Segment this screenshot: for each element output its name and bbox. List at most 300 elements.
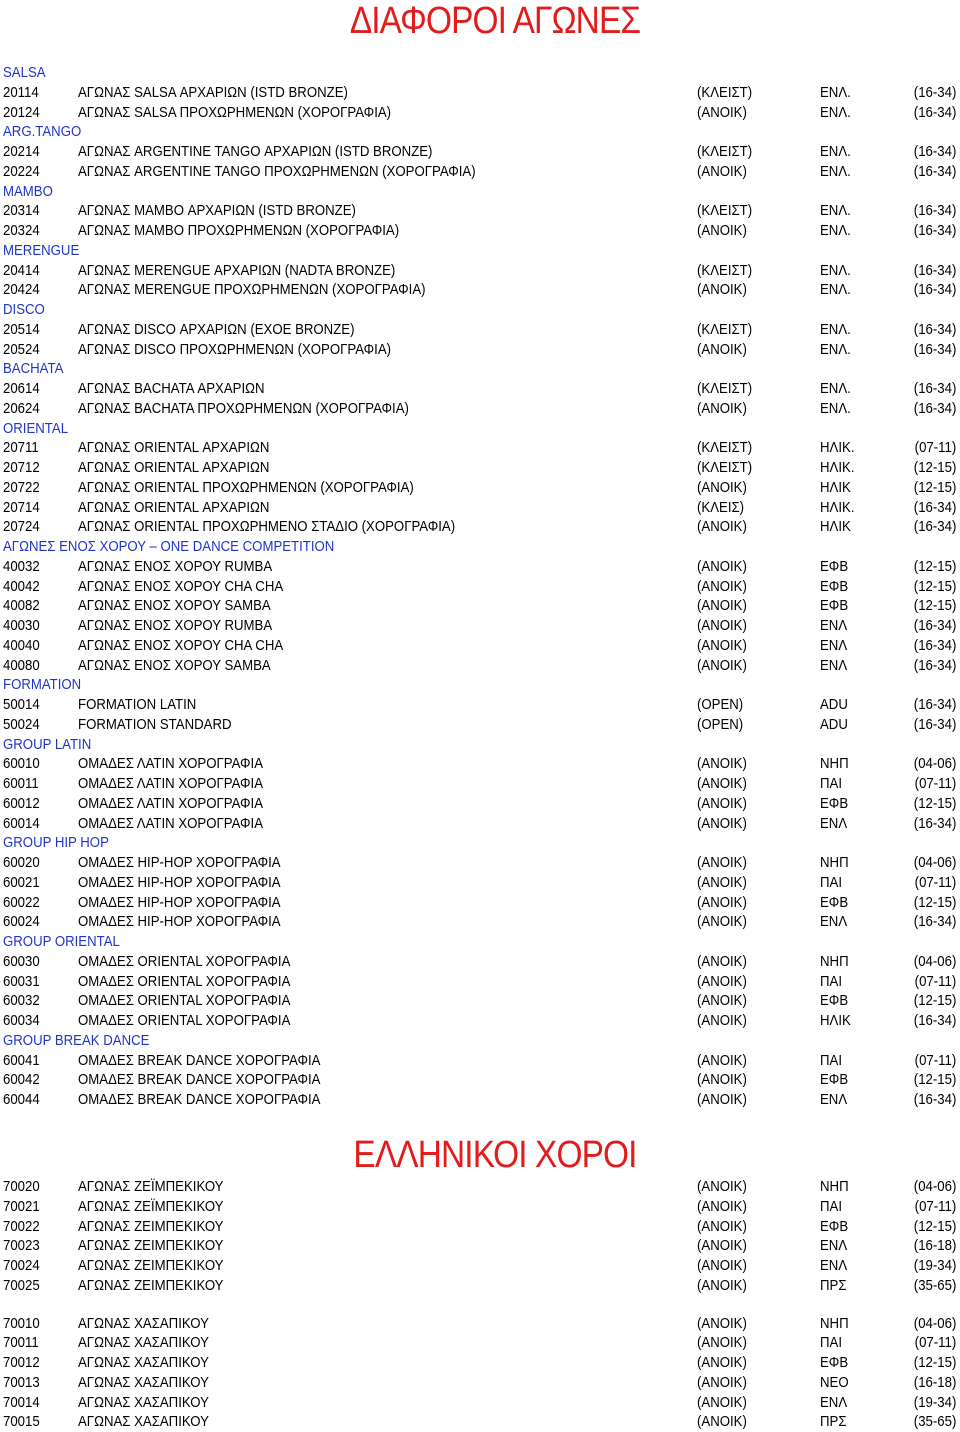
event-name: ΑΓΩΝΑΣ MAMBO ΠΡΟΧΩΡΗΜΕΝΩΝ (ΧΟΡΟΓΡΑΦΙΑ) [78,222,400,239]
section-header [0,300,960,320]
event-age-range: (16-34) [913,617,956,634]
event-category: ΠΑΙ [820,1334,843,1352]
event-age-range: (16-34) [913,518,956,536]
section-header-label: ΑΓΩΝΕΣ ΕΝΟΣ ΧΟΡΟΥ – ONE DANCE COMPETITION [3,538,335,555]
section-header [0,63,960,83]
event-age-range: (16-18) [913,1237,956,1255]
event-code: 20224 [3,162,40,180]
event-code: 70011 [3,1334,39,1352]
event-code: 20714 [3,498,40,516]
event-type: (ΑΝΟΙΚ) [697,281,747,299]
event-type: (ΚΛΕΙΣΤ) [697,143,753,160]
table-row [0,616,960,636]
event-category: ΕΦΒ [820,1071,849,1089]
event-age-range: (07-11) [914,972,956,990]
table-row [0,656,960,676]
event-category: ΕΝΛ [820,617,848,634]
event-name: ΟΜΑΔΕΣ ΛΑΤΙΝ ΧΟΡΟΓΡΑΦΙΑ [78,775,264,792]
event-code: 70015 [3,1413,40,1431]
page-title-greek: ΕΛΛΗΝΙΚΟΙ ΧΟΡΟΙ [353,1134,637,1176]
event-name: ΑΓΩΝΑΣ MERENGUE ΠΡΟΧΩΡΗΜΕΝΩΝ (ΧΟΡΟΓΡΑΦΙΑ) [78,281,426,299]
event-age-range: (12-15) [913,992,956,1010]
event-category: ΗΛΙΚ. [820,498,855,516]
event-category: ΕΝΛ. [820,143,851,160]
event-age-range: (07-11) [914,775,956,792]
event-code: 20712 [3,459,40,476]
table-row [0,458,960,478]
event-age-range: (16-34) [913,202,956,220]
event-code: 20722 [3,478,40,496]
event-name: ΑΓΩΝΑΣ BACHATA ΠΡΟΧΩΡΗΜΕΝΩΝ (ΧΟΡΟΓΡΑΦΙΑ) [78,399,409,417]
event-age-range: (12-15) [913,893,956,911]
event-category: ΕΦΒ [820,1354,849,1371]
event-type: (ΑΝΟΙΚ) [697,518,747,536]
event-category: ΗΛΙΚ [820,478,851,496]
event-age-range: (04-06) [913,1178,956,1195]
event-code: 20324 [3,222,40,239]
event-age-range: (16-34) [913,380,956,397]
event-type: (ΑΝΟΙΚ) [697,1197,747,1215]
table-row [0,774,960,794]
event-age-range: (12-15) [913,459,956,476]
event-age-range: (16-34) [913,281,956,299]
event-age-range: (16-34) [913,261,956,279]
table-row [0,952,960,972]
event-code: 60030 [3,952,40,970]
event-category: ΝΗΠ [820,952,849,970]
event-name: ΟΜΑΔΕΣ ORIENTAL ΧΟΡΟΓΡΑΦΙΑ [78,952,291,970]
event-code: 20624 [3,399,40,417]
event-code: 20711 [3,439,39,457]
event-type: (ΑΝΟΙΚ) [697,1354,747,1371]
event-name: ΑΓΩΝΑΣ ΧΑΣΑΠΙΚΟΥ [78,1314,209,1332]
table-row [0,754,960,774]
section-header-label: ARG.TANGO [3,123,82,141]
table-row [0,1070,960,1090]
table-row [0,873,960,893]
event-type: (ΑΝΟΙΚ) [697,577,747,595]
event-name: ΑΓΩΝΑΣ ΖΕΪΜΠΕΚΙΚΟΥ [78,1197,224,1215]
event-type: (ΑΝΟΙΚ) [697,755,747,773]
table-row [0,103,960,123]
table-row [0,557,960,577]
table-row [0,893,960,913]
table-row [0,1256,960,1276]
event-type: (ΑΝΟΙΚ) [697,1237,747,1255]
table-row [0,280,960,300]
event-age-range: (12-15) [913,1217,956,1235]
section-header-label: GROUP ORIENTAL [3,933,120,950]
table-row [0,577,960,597]
event-name: FORMATION LATIN [78,696,197,713]
event-type: (ΑΝΟΙΚ) [697,597,747,615]
event-code: 60044 [3,1091,40,1108]
event-name: ΑΓΩΝΑΣ ORIENTAL ΑΡΧΑΡΙΩΝ [78,459,270,476]
event-category: ΕΝΛ. [820,202,851,220]
event-type: (ΑΝΟΙΚ) [697,893,747,911]
event-type: (ΑΝΟΙΚ) [697,1314,747,1332]
table-row [0,162,960,182]
event-age-range: (16-34) [913,696,956,713]
event-type: (ΑΝΟΙΚ) [697,103,747,121]
table-row [0,1412,960,1432]
table-row [0,1197,960,1217]
table-row [0,1011,960,1031]
event-age-range: (07-11) [914,1334,956,1352]
event-type: (ΑΝΟΙΚ) [697,1413,747,1431]
event-code: 60032 [3,992,40,1010]
event-category: ADU [820,696,848,713]
event-type: (ΑΝΟΙΚ) [697,1217,747,1235]
event-code: 20314 [3,202,40,220]
event-type: (ΑΝΟΙΚ) [697,775,747,792]
table-row [0,814,960,834]
section-header-label: BACHATA [3,360,64,378]
event-code: 60022 [3,893,40,911]
section-header-label: GROUP BREAK DANCE [3,1031,150,1049]
event-category: ΕΝΛ. [820,222,851,239]
event-age-range: (16-34) [913,636,956,654]
event-category: ΕΝΛ. [820,380,851,397]
event-name: ΑΓΩΝΑΣ BACHATA ΑΡΧΑΡΙΩΝ [78,380,265,397]
event-type: (ΑΝΟΙΚ) [697,340,747,358]
event-type: (ΚΛΕΙΣ) [697,498,745,516]
event-code: 70020 [3,1178,40,1195]
event-name: ΑΓΩΝΑΣ ΕΝΟΣ ΧΟΡΟΥ CHA CHA [78,636,284,654]
table-row [0,794,960,814]
table-row [0,498,960,518]
section-header [0,359,960,379]
event-category: ΠΡΣ [820,1276,847,1294]
table-row [0,438,960,458]
event-name: ΑΓΩΝΑΣ ORIENTAL ΑΡΧΑΡΙΩΝ [78,439,270,457]
event-code: 70022 [3,1217,40,1235]
event-code: 40030 [3,617,40,634]
event-code: 60034 [3,1012,40,1029]
event-type: (ΑΝΟΙΚ) [697,913,747,931]
event-name: ΟΜΑΔΕΣ ΛΑΤΙΝ ΧΟΡΟΓΡΑΦΙΑ [78,755,264,773]
event-category: ΝΗΠ [820,1314,849,1332]
event-category: ΕΦΒ [820,794,849,812]
event-category: ΝΗΠ [820,854,849,871]
event-age-range: (16-34) [913,715,956,733]
event-code: 60021 [3,873,40,891]
event-age-range: (16-34) [913,162,956,180]
event-name: ΑΓΩΝΑΣ ΧΑΣΑΠΙΚΟΥ [78,1334,209,1352]
event-type: (ΑΝΟΙΚ) [697,873,747,891]
section-header-label: MERENGUE [3,241,80,259]
event-code: 50014 [3,696,40,713]
event-name: ΟΜΑΔΕΣ HIP-HOP ΧΟΡΟΓΡΑΦΙΑ [78,913,281,931]
event-age-range: (12-15) [913,1354,956,1371]
event-age-range: (07-11) [914,1051,956,1069]
table-row [0,478,960,498]
event-age-range: (04-06) [913,1314,956,1332]
event-name: ΑΓΩΝΑΣ ARGENTINE TANGO ΑΡΧΑΡΙΩΝ (ISTD BRONZE) [78,143,433,160]
event-name: ΟΜΑΔΕΣ ΛΑΤΙΝ ΧΟΡΟΓΡΑΦΙΑ [78,794,264,812]
event-name: ΑΓΩΝΑΣ DISCO ΠΡΟΧΩΡΗΜΕΝΩΝ (ΧΟΡΟΓΡΑΦΙΑ) [78,340,392,358]
event-name: ΑΓΩΝΑΣ SALSA ΑΡΧΑΡΙΩΝ (ISTD BRONZE) [78,83,348,101]
event-age-range: (19-34) [913,1393,956,1411]
table-row [0,83,960,103]
event-code: 70014 [3,1393,40,1411]
section-header-label: FORMATION [3,676,82,694]
event-code: 20124 [3,103,40,121]
table-row [0,399,960,419]
event-name: ΑΓΩΝΑΣ ΧΑΣΑΠΙΚΟΥ [78,1373,209,1391]
event-name: ΑΓΩΝΑΣ ΖΕΪΜΠΕΚΙΚΟΥ [78,1178,224,1195]
event-code: 70012 [3,1354,40,1371]
event-name: ΟΜΑΔΕΣ HIP-HOP ΧΟΡΟΓΡΑΦΙΑ [78,854,281,871]
table-row [0,1276,960,1296]
event-name: ΑΓΩΝΑΣ ΧΑΣΑΠΙΚΟΥ [78,1413,209,1431]
event-name: FORMATION STANDARD [78,715,232,733]
event-name: ΑΓΩΝΑΣ ΧΑΣΑΠΙΚΟΥ [78,1354,209,1371]
table-row [0,1353,960,1373]
table-row [0,320,960,340]
event-category: ΕΦΒ [820,577,849,595]
event-name: ΑΓΩΝΑΣ MERENGUE ΑΡΧΑΡΙΩΝ (NADTA BRONZE) [78,261,396,279]
table-row [0,1373,960,1393]
event-category: ΝΕΟ [820,1373,849,1391]
event-code: 70013 [3,1373,40,1391]
table-row [0,596,960,616]
event-category: ΕΝΛ. [820,340,851,358]
event-category: ΗΛΙΚ. [820,459,855,476]
event-type: (ΚΛΕΙΣΤ) [697,459,753,476]
table-row [0,1051,960,1071]
event-name: ΑΓΩΝΑΣ DISCO ΑΡΧΑΡΙΩΝ (EXOE BRONZE) [78,320,355,338]
event-type: (ΚΛΕΙΣΤ) [697,320,753,338]
event-age-range: (16-34) [913,83,956,101]
event-category: ΕΝΛ. [820,162,851,180]
event-type: (OPEN) [697,715,744,733]
event-age-range: (16-18) [913,1373,956,1391]
table-row [0,517,960,537]
event-code: 60010 [3,755,40,773]
event-name: ΟΜΑΔΕΣ ORIENTAL ΧΟΡΟΓΡΑΦΙΑ [78,1012,291,1029]
table-row [0,1217,960,1237]
section-header [0,182,960,202]
event-age-range: (16-34) [913,656,956,674]
event-code: 20724 [3,518,40,536]
event-type: (ΑΝΟΙΚ) [697,1071,747,1089]
table-row [0,1314,960,1334]
event-code: 70023 [3,1237,40,1255]
event-type: (ΚΛΕΙΣΤ) [697,83,753,101]
event-age-range: (04-06) [913,755,956,773]
event-type: (ΚΛΕΙΣΤ) [697,261,753,279]
event-name: ΑΓΩΝΑΣ MAMBO ΑΡΧΑΡΙΩΝ (ISTD BRONZE) [78,202,356,220]
table-row [0,201,960,221]
event-name: ΑΓΩΝΑΣ ΖΕΙΜΠΕΚΙΚΟΥ [78,1217,224,1235]
event-category: ΕΝΛ. [820,399,851,417]
event-code: 20514 [3,320,40,338]
event-category: ΕΝΛ [820,913,848,931]
event-age-range: (12-15) [913,794,956,812]
section-header [0,419,960,439]
event-category: ΕΝΛ. [820,103,851,121]
section-header [0,122,960,142]
event-code: 40082 [3,597,40,615]
event-name: ΑΓΩΝΑΣ ΖΕΙΜΠΕΚΙΚΟΥ [78,1237,224,1255]
event-age-range: (16-34) [913,814,956,832]
event-name: ΑΓΩΝΑΣ ΕΝΟΣ ΧΟΡΟΥ CHA CHA [78,577,284,595]
event-code: 50024 [3,715,40,733]
event-category: ΠΑΙ [820,1197,843,1215]
table-row [0,715,960,735]
event-age-range: (12-15) [913,478,956,496]
event-category: ΗΛΙΚ. [820,439,855,457]
event-code: 40042 [3,577,40,595]
event-name: ΟΜΑΔΕΣ HIP-HOP ΧΟΡΟΓΡΑΦΙΑ [78,873,281,891]
event-code: 60031 [3,972,40,990]
event-age-range: (16-34) [913,1012,956,1029]
event-age-range: (07-11) [914,1197,956,1215]
event-category: ΠΑΙ [820,873,843,891]
table-row [0,1090,960,1110]
event-category: ADU [820,715,848,733]
event-code: 20114 [3,83,39,101]
table-row [0,261,960,281]
event-category: ΠΡΣ [820,1413,847,1431]
event-age-range: (12-15) [913,577,956,595]
table-row [0,912,960,932]
table-row [0,1333,960,1353]
event-age-range: (07-11) [914,439,956,457]
event-type: (ΑΝΟΙΚ) [697,972,747,990]
event-code: 70025 [3,1276,40,1294]
event-category: ΝΗΠ [820,755,849,773]
event-name: ΑΓΩΝΑΣ ΕΝΟΣ ΧΟΡΟΥ SAMBA [78,597,271,615]
event-name: ΑΓΩΝΑΣ SALSA ΠΡΟΧΩΡΗΜΕΝΩΝ (ΧΟΡΟΓΡΑΦΙΑ) [78,103,392,121]
event-age-range: (16-34) [913,399,956,417]
event-code: 60020 [3,854,40,871]
event-code: 20214 [3,143,40,160]
event-age-range: (12-15) [913,597,956,615]
section-header-label: GROUP LATIN [3,735,92,753]
event-category: ΕΝΛ. [820,320,851,338]
event-category: ΕΝΛ [820,1257,848,1274]
table-row [0,1393,960,1413]
event-category: ΕΝΛ. [820,83,851,101]
event-code: 60024 [3,913,40,931]
event-code: 60041 [3,1051,40,1069]
event-category: ΕΦΒ [820,992,849,1010]
table-row [0,636,960,656]
event-code: 40040 [3,636,40,654]
event-age-range: (16-34) [913,913,956,931]
event-type: (ΑΝΟΙΚ) [697,952,747,970]
event-code: 60011 [3,775,39,792]
event-name: ΟΜΑΔΕΣ ΛΑΤΙΝ ΧΟΡΟΓΡΑΦΙΑ [78,814,264,832]
event-type: (ΑΝΟΙΚ) [697,1373,747,1391]
table-row [0,853,960,873]
event-type: (ΑΝΟΙΚ) [697,992,747,1010]
event-age-range: (16-34) [913,340,956,358]
event-code: 20614 [3,380,40,397]
event-type: (ΑΝΟΙΚ) [697,656,747,674]
event-name: ΑΓΩΝΑΣ ΖΕΙΜΠΕΚΙΚΟΥ [78,1257,224,1274]
section-header [0,241,960,261]
section-header-label: SALSA [3,64,46,81]
event-name: ΑΓΩΝΑΣ ORIENTAL ΠΡΟΧΩΡΗΜΕΝΩΝ (ΧΟΡΟΓΡΑΦΙΑ) [78,478,414,496]
event-code: 60014 [3,814,40,832]
event-category: ΝΗΠ [820,1178,849,1195]
event-age-range: (16-34) [913,498,956,516]
event-category: ΗΛΙΚ [820,1012,851,1029]
event-type: (ΑΝΟΙΚ) [697,1178,747,1195]
event-age-range: (35-65) [913,1276,956,1294]
event-category: ΗΛΙΚ [820,518,851,536]
event-category: ΠΑΙ [820,1051,843,1069]
event-code: 20424 [3,281,40,299]
table-row [0,142,960,162]
event-category: ΠΑΙ [820,972,843,990]
event-name: ΟΜΑΔΕΣ BREAK DANCE ΧΟΡΟΓΡΑΦΙΑ [78,1071,321,1089]
event-code: 40080 [3,656,40,674]
event-type: (ΑΝΟΙΚ) [697,1012,747,1029]
event-name: ΟΜΑΔΕΣ ORIENTAL ΧΟΡΟΓΡΑΦΙΑ [78,992,291,1010]
event-type: (ΑΝΟΙΚ) [697,636,747,654]
event-name: ΑΓΩΝΑΣ ORIENTAL ΠΡΟΧΩΡΗΜΕΝΟ ΣΤΑΔΙΟ (ΧΟΡΟΓΡΑΦΙΑ) [78,518,456,536]
event-category: ΕΝΛ [820,1393,848,1411]
event-type: (ΑΝΟΙΚ) [697,617,747,634]
table-row [0,695,960,715]
event-category: ΕΝΛ. [820,281,851,299]
event-type: (ΑΝΟΙΚ) [697,1091,747,1108]
event-type: (ΑΝΟΙΚ) [697,1051,747,1069]
event-type: (ΑΝΟΙΚ) [697,478,747,496]
event-category: ΠΑΙ [820,775,843,792]
event-type: (ΚΛΕΙΣΤ) [697,380,753,397]
section-header-label: MAMBO [3,182,53,200]
event-age-range: (16-34) [913,222,956,239]
section-header [0,675,960,695]
event-age-range: (16-34) [913,143,956,160]
event-age-range: (16-34) [913,103,956,121]
event-code: 60012 [3,794,40,812]
section-header-label: ORIENTAL [3,419,69,437]
event-name: ΑΓΩΝΑΣ ARGENTINE TANGO ΠΡΟΧΩΡΗΜΕΝΩΝ (ΧΟΡΟΓΡΑΦΙΑ) [78,162,476,180]
event-type: (ΑΝΟΙΚ) [697,854,747,871]
event-category: ΕΦΒ [820,597,849,615]
event-type: (ΚΛΕΙΣΤ) [697,202,753,220]
event-category: ΕΝΛ [820,1091,848,1108]
event-code: 20524 [3,340,40,358]
event-age-range: (35-65) [913,1413,956,1431]
section-header [0,735,960,755]
section-header-label: DISCO [3,301,45,318]
event-type: (ΑΝΟΙΚ) [697,1257,747,1274]
event-name: ΟΜΑΔΕΣ HIP-HOP ΧΟΡΟΓΡΑΦΙΑ [78,893,281,911]
event-type: (ΑΝΟΙΚ) [697,222,747,239]
event-name: ΟΜΑΔΕΣ ORIENTAL ΧΟΡΟΓΡΑΦΙΑ [78,972,291,990]
event-type: (ΑΝΟΙΚ) [697,1334,747,1352]
event-code: 60042 [3,1071,40,1089]
event-category: ΕΝΛ [820,656,848,674]
event-code: 70024 [3,1257,40,1274]
event-name: ΑΓΩΝΑΣ ΕΝΟΣ ΧΟΡΟΥ SAMBA [78,656,271,674]
section-header-label: GROUP HIP HOP [3,834,109,852]
event-type: (ΑΝΟΙΚ) [697,557,747,575]
event-name: ΑΓΩΝΑΣ ORIENTAL ΑΡΧΑΡΙΩΝ [78,498,270,516]
event-code: 20414 [3,261,40,279]
section-header [0,833,960,853]
event-age-range: (12-15) [913,1071,956,1089]
event-age-range: (16-34) [913,1091,956,1108]
page-title-misc: ΔΙΑΦΟΡΟΙ ΑΓΩΝΕΣ [349,0,641,42]
